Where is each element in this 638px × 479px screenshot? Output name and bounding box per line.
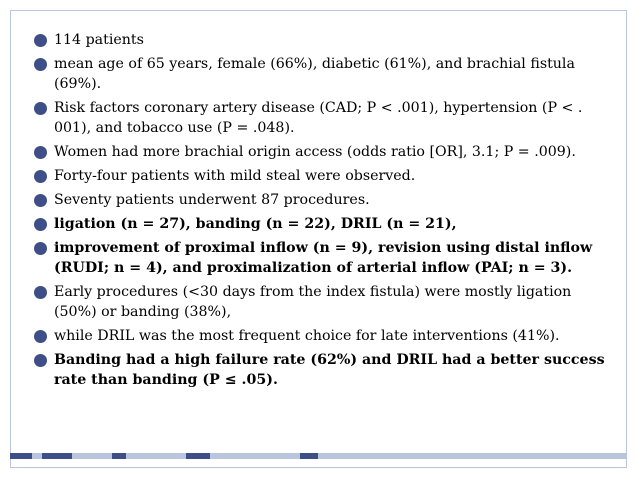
list-item-text: mean age of 65 years, female (66%), diabetic (61%), and brachial fistula (69%).	[54, 56, 575, 92]
list-item-text: improvement of proximal inflow (n = 9), revision using distal inflow (RUDI; n = 4), and proximalization of arterial inflow (PAI; n = 3).	[54, 240, 593, 276]
list-item	[34, 54, 614, 94]
list-item	[34, 326, 614, 346]
list-item-text: Seventy patients underwent 87 procedures.	[54, 192, 370, 208]
bullet-list	[34, 30, 614, 394]
bullet-icon	[34, 170, 47, 183]
list-item-text: Risk factors coronary artery disease (CAD; P < .001), hypertension (P < . 001), and tobacco use (P = .048).	[54, 100, 583, 136]
list-item-text: ligation (n = 27), banding (n = 22), DRIL (n = 21),	[54, 216, 457, 232]
footer-decorative-bar	[10, 453, 627, 459]
list-item-text: Women had more brachial origin access (odds ratio [OR], 3.1; P = .009).	[54, 144, 576, 160]
list-item	[34, 30, 614, 50]
bullet-icon	[34, 218, 47, 231]
bullet-icon	[34, 354, 47, 367]
list-item-text: 114 patients	[54, 32, 144, 48]
bullet-icon	[34, 58, 47, 71]
list-item	[34, 350, 614, 390]
list-item	[34, 214, 614, 234]
bullet-icon	[34, 330, 47, 343]
bullet-icon	[34, 34, 47, 47]
bullet-icon	[34, 286, 47, 299]
list-item-text: Banding had a high failure rate (62%) and DRIL had a better success rate than banding (P ≤ .05).	[54, 352, 605, 388]
list-item	[34, 238, 614, 278]
list-item-text: Forty-four patients with mild steal were observed.	[54, 168, 416, 184]
bullet-icon	[34, 102, 47, 115]
list-item-text: while DRIL was the most frequent choice for late interventions (41%).	[54, 328, 560, 344]
list-item	[34, 98, 614, 138]
list-item	[34, 190, 614, 210]
list-item	[34, 282, 614, 322]
list-item	[34, 166, 614, 186]
list-item-text: Early procedures (<30 days from the index fistula) were mostly ligation (50%) or banding (38%),	[54, 284, 572, 320]
bullet-icon	[34, 242, 47, 255]
list-item	[34, 142, 614, 162]
bullet-icon	[34, 194, 47, 207]
bullet-icon	[34, 146, 47, 159]
